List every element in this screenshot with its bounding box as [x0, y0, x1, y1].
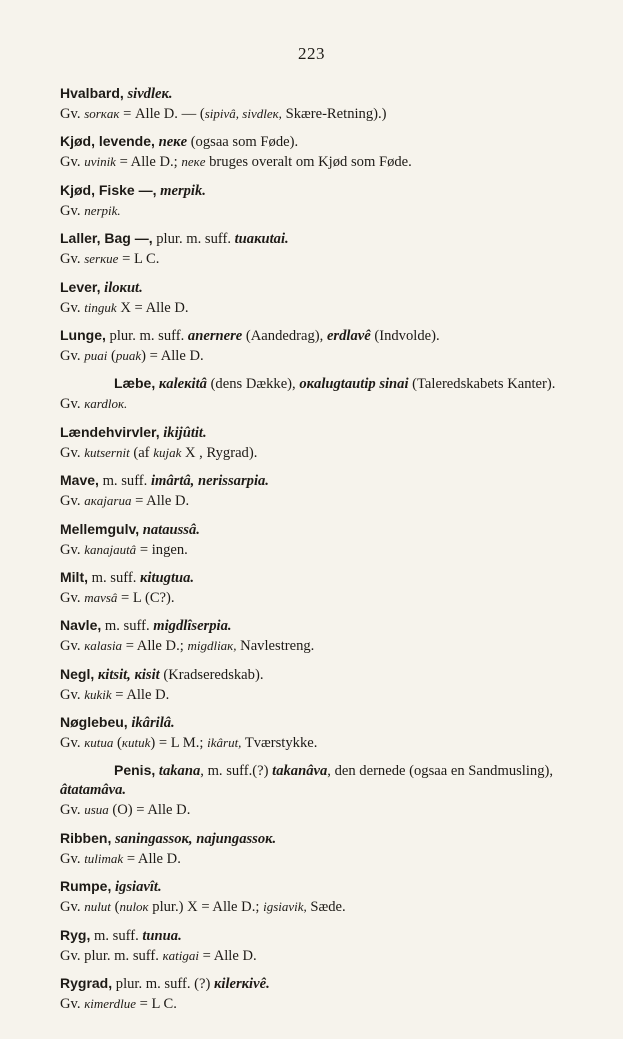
variant-term: кardloк.	[84, 396, 128, 412]
entry-definition-line	[60, 926, 600, 946]
headword: Kjød, levende,	[60, 133, 155, 150]
headword: Hvalbard,	[60, 85, 124, 101]
greenlandic-term: takanâva	[272, 763, 328, 780]
variant-term: igsiavik,	[263, 899, 307, 915]
text: , den dernede (ogsaa en Sandmusling),	[327, 763, 554, 780]
entry-variant-line	[60, 588, 600, 608]
greenlandic-term: ikijûtit.	[163, 424, 207, 441]
dictionary-entry	[60, 616, 600, 656]
text: Gv.	[60, 396, 85, 413]
text: = Alle D. — (	[119, 106, 205, 122]
greenlandic-term: кitugtua.	[140, 569, 195, 586]
variant-term: puai	[84, 347, 108, 363]
text: (	[110, 899, 120, 916]
text: (af	[129, 444, 154, 461]
greenlandic-term: migdlîserpia.	[153, 618, 232, 635]
entry-definition-line	[60, 616, 600, 636]
entry-variant-line	[60, 152, 600, 172]
entry-variant-line	[60, 346, 600, 366]
text: plur. m. suff.	[105, 327, 188, 344]
text: = L (C?).	[117, 589, 175, 606]
entry-definition-line	[60, 471, 600, 491]
greenlandic-term: iloкut.	[104, 279, 143, 296]
headword: Milt,	[60, 568, 88, 585]
text: , m. suff.(?)	[200, 763, 273, 780]
headword: Rumpe,	[60, 878, 112, 895]
text: m. suff.	[101, 618, 154, 635]
text: Gv.	[60, 638, 85, 655]
entry-definition-line	[60, 713, 600, 733]
text: Gv.	[60, 154, 85, 171]
variant-term: puak	[115, 347, 142, 363]
entry-variant-line	[60, 994, 600, 1014]
variant-term: tinguk	[84, 299, 117, 315]
dictionary-entry	[60, 665, 600, 705]
text: = Alle D.	[123, 850, 181, 867]
headword: Ryg,	[60, 926, 91, 943]
headword: Rygrad,	[60, 975, 113, 992]
headword: Mave,	[60, 472, 99, 489]
text: plur.) X = Alle D.;	[148, 899, 264, 916]
text: = L C.	[136, 996, 177, 1013]
dictionary-entry	[60, 132, 600, 172]
entry-definition-line	[60, 829, 600, 849]
text: (	[107, 347, 116, 364]
text: (Taleredskabets Kanter).	[408, 376, 556, 393]
variant-term: nerpik.	[84, 202, 121, 218]
text: Gv.	[60, 202, 85, 219]
entry-variant-line	[60, 685, 600, 705]
variant-term: кutuk	[121, 735, 151, 751]
text: Sæde.	[306, 899, 346, 916]
dictionary-entry	[60, 761, 600, 820]
entry-definition-line	[60, 974, 600, 994]
greenlandic-term: neкe	[158, 134, 188, 151]
variant-term: serкue	[84, 251, 119, 267]
text: plur. m. suff. (?)	[112, 976, 214, 993]
variant-term: sipivâ, sivdleк,	[204, 106, 282, 121]
entry-variant-line	[60, 849, 600, 869]
text: Gv.	[60, 850, 85, 867]
entry-definition-line	[60, 423, 600, 443]
text: m. suff.	[98, 473, 151, 490]
text: ) = Alle D.	[141, 347, 204, 364]
variant-term: nuloк	[119, 899, 149, 915]
entry-definition-line	[60, 278, 600, 298]
variant-term: ikârut,	[207, 735, 242, 751]
variant-term: kukik	[84, 686, 112, 702]
greenlandic-term: кaleкitâ	[158, 376, 207, 393]
greenlandic-term: anernere	[187, 327, 243, 344]
text: = Alle D.	[111, 686, 170, 703]
entry-variant-line	[60, 443, 600, 463]
dictionary-entry	[60, 423, 600, 463]
headword: Kjød, Fiske —,	[60, 181, 157, 198]
dictionary-entry	[60, 713, 600, 753]
entry-variant-line	[60, 540, 600, 560]
text: Gv.	[60, 347, 85, 364]
greenlandic-term: imârtâ, nerissarpia.	[150, 473, 269, 490]
text: plur. m. suff.	[152, 231, 235, 248]
entry-variant-line	[60, 298, 600, 318]
text: Gv.	[60, 299, 85, 316]
text: (	[113, 735, 122, 752]
dictionary-entry	[60, 181, 600, 221]
text: = Alle D.	[131, 493, 190, 510]
entry-definition-line	[60, 326, 600, 346]
entry-variant-line	[60, 800, 600, 820]
headword: Mellemgulv,	[60, 520, 140, 537]
entry-variant-line	[60, 394, 600, 414]
entry-definition-line	[60, 229, 600, 249]
entry-definition-line	[60, 877, 600, 897]
text: (ogsaa som Føde).	[187, 134, 299, 151]
dictionary-entry	[60, 326, 600, 366]
headword: Lever,	[60, 278, 101, 295]
variant-term: кimerdlue	[84, 996, 136, 1012]
entry-variant-line	[60, 946, 600, 966]
greenlandic-term: erdlavê	[326, 327, 371, 344]
entry-variant-line	[60, 897, 600, 917]
dictionary-entries	[60, 84, 600, 1022]
text: Navlestreng.	[236, 638, 315, 655]
headword: Lunge,	[60, 326, 106, 343]
greenlandic-term: nataussâ.	[142, 521, 200, 538]
entry-variant-line	[60, 249, 600, 269]
text: Tværstykke.	[241, 735, 318, 752]
dictionary-entry	[60, 829, 600, 869]
variant-term: neкe	[181, 154, 206, 170]
variant-term: aкajarua	[84, 493, 132, 509]
text: Gv. plur. m. suff.	[60, 947, 163, 964]
dictionary-entry	[60, 520, 600, 560]
headword: Laller, Bag —,	[60, 230, 153, 247]
text: ) = L M.;	[150, 735, 208, 752]
variant-term: кalasia	[84, 638, 123, 654]
greenlandic-term: takana	[158, 763, 201, 780]
dictionary-entry	[60, 926, 600, 966]
entry-definition-line	[60, 520, 600, 540]
text: = L C.	[118, 251, 160, 268]
entry-definition-line	[60, 181, 600, 201]
entry-definition-line	[60, 665, 600, 685]
variant-term: kanajautâ	[84, 541, 137, 557]
variant-term: mavsâ	[84, 589, 118, 605]
text: X = Alle D.	[116, 299, 189, 316]
entry-definition-line	[60, 84, 600, 104]
variant-term: tulimak	[84, 850, 124, 866]
text: = Alle D.;	[122, 638, 188, 655]
text: Gv.	[60, 899, 85, 916]
dictionary-entry	[60, 471, 600, 511]
dictionary-entry	[60, 278, 600, 318]
text: (Indvolde).	[370, 327, 440, 344]
greenlandic-term: кilerкivê.	[214, 976, 270, 993]
variant-term: usua	[84, 802, 109, 818]
text: Gv.	[60, 541, 85, 558]
text: = ingen.	[136, 541, 188, 558]
greenlandic-term: tunua.	[142, 927, 182, 944]
entry-variant-line	[60, 104, 600, 124]
entry-definition-line	[6, 761, 600, 800]
headword: Ribben,	[60, 829, 112, 846]
variant-term: migdliaк,	[187, 638, 237, 654]
text: Gv.	[60, 493, 85, 510]
text: Gv.	[60, 686, 85, 703]
text: bruges overalt om Kjød som Føde.	[205, 154, 412, 171]
dictionary-entry	[60, 374, 600, 414]
text: Gv.	[60, 251, 85, 268]
headword: Lændehvirvler,	[60, 423, 160, 440]
variant-term: uvinik	[84, 154, 116, 170]
entry-variant-line	[60, 636, 600, 656]
entry-variant-line	[60, 733, 600, 753]
dictionary-entry	[60, 229, 600, 269]
headword: Nøglebeu,	[60, 714, 128, 731]
entry-definition-line	[60, 568, 600, 588]
entry-definition-line	[6, 374, 600, 394]
text: m. suff.	[88, 569, 141, 586]
text: Gv.	[60, 589, 85, 606]
dictionary-entry	[60, 974, 600, 1014]
greenlandic-term: sivdleк.	[127, 86, 173, 102]
text: = Alle D.	[198, 947, 257, 964]
variant-term: kujak	[153, 444, 182, 460]
greenlandic-term: saningassoк, najungassoк.	[115, 830, 277, 847]
greenlandic-term: merpik.	[160, 182, 206, 199]
greenlandic-term: ikârilâ.	[131, 715, 175, 732]
headword: Penis,	[114, 762, 156, 779]
variant-term: кutua	[84, 735, 114, 751]
text: (O) = Alle D.	[108, 802, 191, 819]
page-number: 223	[298, 44, 325, 63]
variant-term: sorкaк	[84, 106, 120, 121]
text: Gv.	[60, 106, 85, 122]
greenlandic-term: tuaкutai.	[234, 231, 289, 248]
headword: Navle,	[60, 617, 102, 634]
text: Gv.	[60, 802, 85, 819]
greenlandic-term: igsiavît.	[115, 879, 162, 896]
dictionary-entry	[60, 568, 600, 608]
text: (Aandedrag),	[242, 327, 327, 344]
text: (Kradseredskab).	[159, 666, 264, 683]
text: Gv.	[60, 996, 85, 1013]
entry-definition-line	[60, 132, 600, 152]
headword: Læbe,	[114, 375, 156, 392]
greenlandic-term: oкalugtautip sinai	[299, 376, 409, 393]
text: Gv.	[60, 444, 85, 461]
greenlandic-term: âtatamâva.	[60, 782, 127, 799]
variant-term: nulut	[84, 899, 111, 915]
text: = Alle D.;	[115, 154, 182, 171]
entry-variant-line	[60, 201, 600, 221]
variant-term: kutsernit	[84, 444, 130, 460]
entry-variant-line	[60, 491, 600, 511]
headword: Negl,	[60, 665, 95, 682]
text: Gv.	[60, 735, 85, 752]
text: X , Rygrad).	[181, 444, 258, 461]
dictionary-entry	[60, 877, 600, 917]
dictionary-entry	[60, 84, 600, 124]
greenlandic-term: кitsit, кisit	[97, 666, 160, 683]
text: m. suff.	[90, 927, 143, 944]
variant-term: кatigai	[162, 947, 199, 963]
text: (dens Dække),	[206, 376, 300, 393]
text: Skære-Retning).)	[281, 106, 387, 122]
